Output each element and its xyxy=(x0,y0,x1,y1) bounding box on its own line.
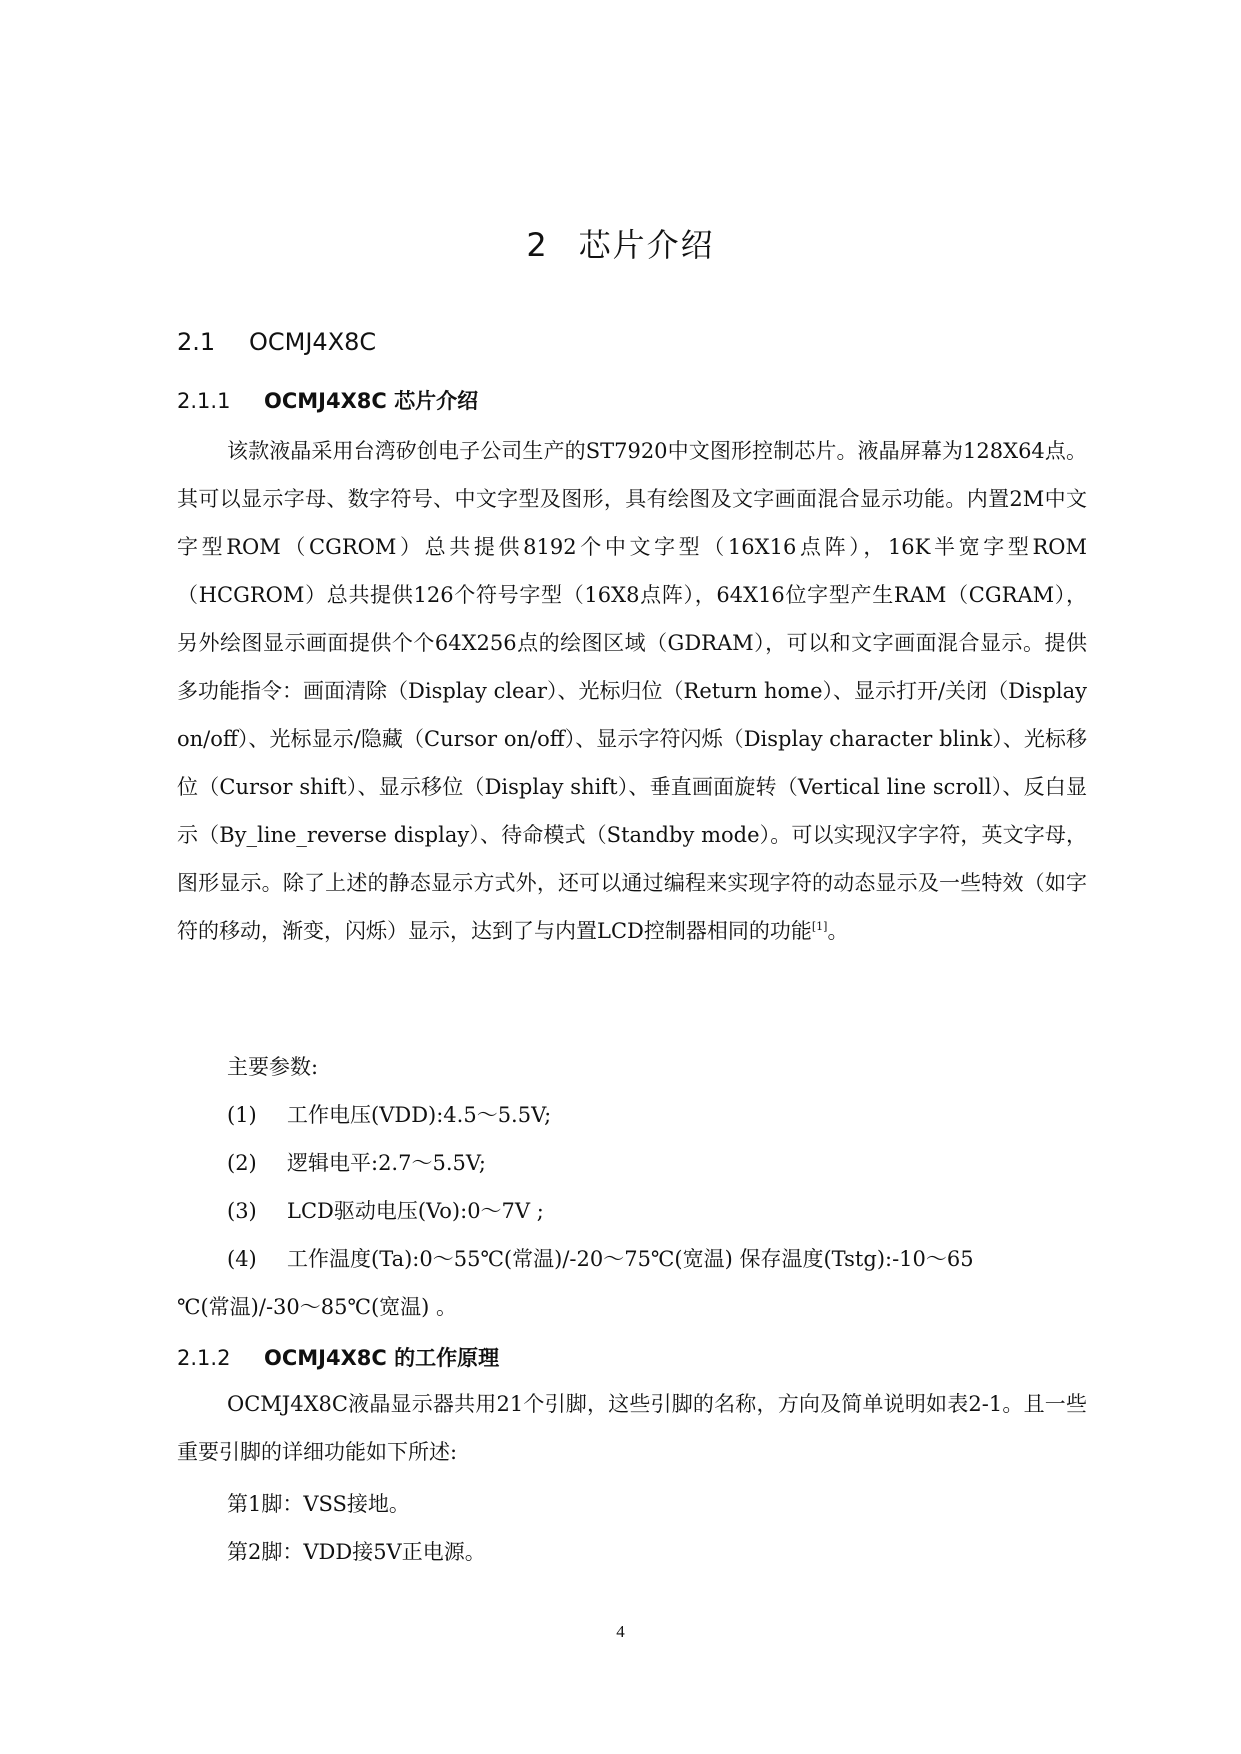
chapter-title-text: 芯片介绍 xyxy=(578,226,715,264)
intro-paragraph-end: 。 xyxy=(827,919,849,943)
param-text: 工作温度(Ta):0～55℃(常温)/-20～75℃(宽温) 保存温度(Tstg):-10～65 xyxy=(287,1247,974,1271)
citation-ref[interactable]: [1] xyxy=(811,920,828,933)
param-item xyxy=(227,1243,974,1273)
subsection-heading-1 xyxy=(177,385,478,415)
chapter-title xyxy=(0,220,1241,266)
pin-description: 第2脚：VDD接5V正电源。 xyxy=(227,1540,486,1564)
param-item xyxy=(227,1195,544,1225)
param-text: 工作电压(VDD):4.5～5.5V; xyxy=(287,1103,552,1127)
param-number: (1) xyxy=(227,1103,257,1127)
chapter-number: 2 xyxy=(526,226,549,264)
param-number: (3) xyxy=(227,1199,257,1223)
params-title: 主要参数: xyxy=(227,1055,319,1079)
param-item xyxy=(227,1099,551,1129)
param-4-continuation: ℃(常温)/-30～85℃(宽温) 。 xyxy=(177,1295,458,1319)
page-number: 4 xyxy=(616,1622,625,1641)
principle-paragraph-block xyxy=(177,1380,1087,1476)
subsection-title-2: OCMJ4X8C 的工作原理 xyxy=(264,1346,500,1370)
subsection-heading-2 xyxy=(177,1342,499,1372)
param-text: LCD驱动电压(Vo):0～7V ; xyxy=(287,1199,544,1223)
intro-paragraph-block xyxy=(177,427,1087,955)
section-heading xyxy=(177,328,376,356)
subsection-number-2: 2.1.2 xyxy=(177,1346,231,1370)
pin-description: 第1脚：VSS接地。 xyxy=(227,1492,410,1516)
param-number: (2) xyxy=(227,1151,257,1175)
subsection-number-1: 2.1.1 xyxy=(177,389,231,413)
intro-paragraph xyxy=(177,427,1087,955)
param-item xyxy=(227,1147,486,1177)
param-number: (4) xyxy=(227,1247,257,1271)
subsection-title-1: OCMJ4X8C 芯片介绍 xyxy=(264,389,479,413)
intro-paragraph-text: 该款液晶采用台湾矽创电子公司生产的ST7920中文图形控制芯片。液晶屏幕为128X64点。其可以显示字母、数字符号、中文字型及图形，具有绘图及文字画面混合显示功能。内置2M中文字型ROM（CGROM）总共提供8192个中文字型（16X16点阵），16K半宽字型ROM（HCGROM）总共提供126个符号字型（16X8点阵），64X16位字型产生RAM（CGRAM），另外绘图显示画面提供个个64X256点的绘图区域（GDRAM），可以和文字画面混合显示。提供多功能指令：画面清除（Display clear）、光标归位（Return home）、显示打开/关闭（Display on/off）、光标显示/隐藏（Cursor on/off）、显示字符闪烁（Display character blink）、光标移位（Cursor shift）、显示移位（Display shift）、垂直画面旋转（Vertical line scroll）、反白显示（By_line_reverse display）、待命模式（Standby mode）。可以实现汉字字符，英文字母，图形显示。除了上述的静态显示方式外，还可以通过编程来实现字符的动态显示及一些特效（如字符的移动，渐变，闪烁）显示，达到了与内置LCD控制器相同的功能 xyxy=(177,439,1087,943)
section-title: OCMJ4X8C xyxy=(249,328,377,356)
principle-paragraph: OCMJ4X8C液晶显示器共用21个引脚，这些引脚的名称，方向及简单说明如表2-1。且一些重要引脚的详细功能如下所述: xyxy=(177,1392,1087,1464)
param-text: 逻辑电平:2.7～5.5V; xyxy=(287,1151,486,1175)
section-number: 2.1 xyxy=(177,328,216,356)
